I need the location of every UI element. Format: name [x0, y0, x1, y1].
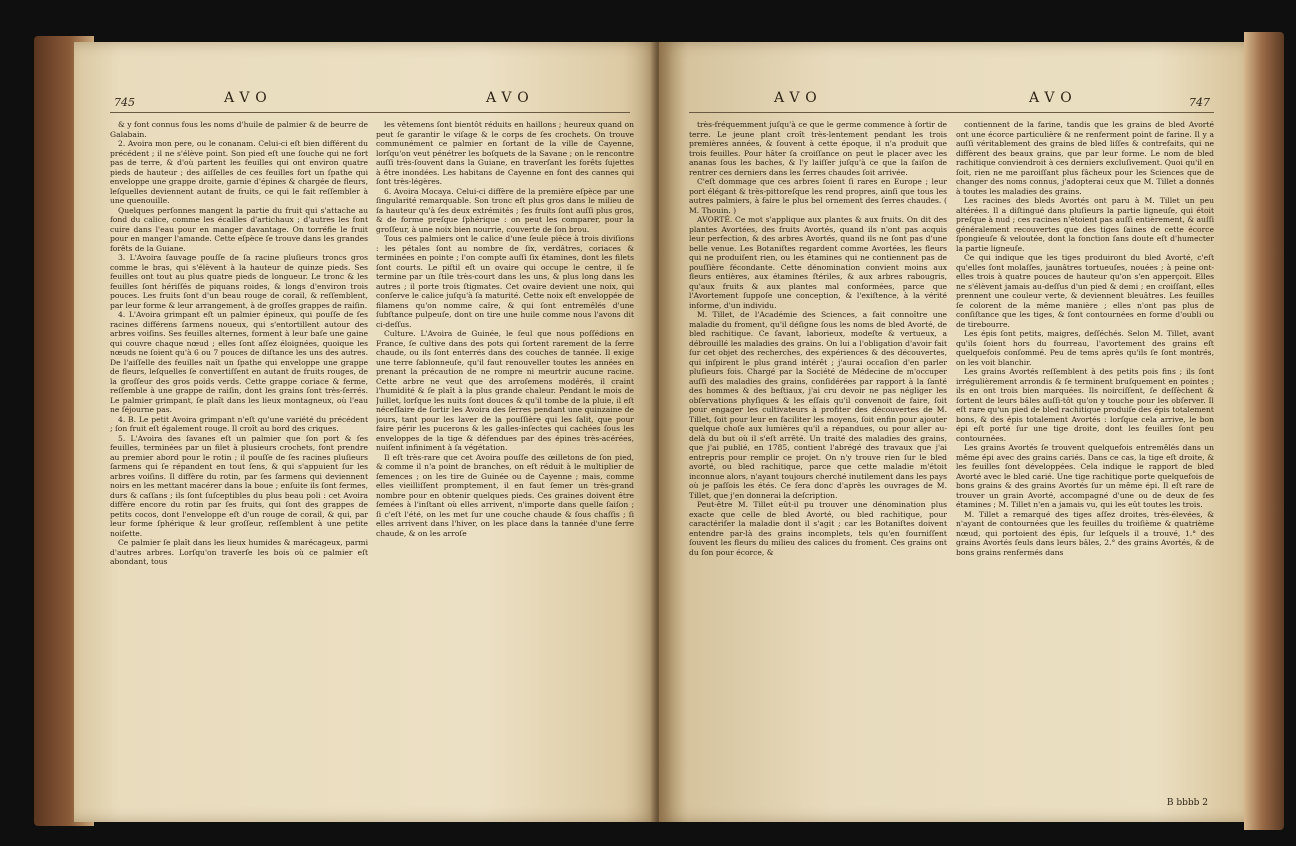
paragraph: & y font connus fous les noms d'huile de palmier & de beurre de Galabain. — [110, 120, 368, 139]
right-column-1 — [689, 120, 947, 810]
paragraph: M. Tillet a remarqué des tiges aſſez droites, très-élevées, & n'ayant de contournées que les feuilles du troiſième & quatrième nœud, qui portoient des épis, ſur leſquels il a trouvé, 1.° des grains Avortés ſeuls dans leurs bâles, 2.° des grains Avortés, & de bons grains renfermés dans — [956, 509, 1214, 557]
paragraph: M. Tillet, de l'Académie des Sciences, a fait connoître une maladie du froment, qu'il déſigne ſous les noms de bled Avorté, de bled rachitique. Ce ſavant, laborieux, modeſte & vertueux, a débrouillé les maladies des grains. On lui a l'obligation d'avoir fait ſur cet objet des recherches, des expériences & des découvertes, qui inſpirent le plus grand intérêt ; j'aurai occaſion d'en parler pluſieurs fois. Chargé par la Société de Médecine de m'occuper auſſi des maladies des grains, conſidérées par rapport à la ſanté des hommes & des beſtiaux, j'ai cru devoir ne pas négliger les obſervations phyſiques & les eſſais qu'il convenoit de faire, ſoit pour engager les cultivateurs à profiter des découvertes de M. Tillet, ſoit pour leur en faciliter les moyens, ſoit enfin pour ajouter quelque choſe aux lumières qu'il a répandues, ou pour aller au-delà du but où il s'eſt arrêté. Un traité des maladies des grains, que j'ai publié, en 1785, contient l'abrégé des travaux que j'ai entrepris pour remplir ce projet. On n'y trouve rien ſur le bled avorté, ou bled rachitique, parce que cette maladie m'étoit inconnue alors, n'ayant toujours cherché inutilement dans les pays où je paſſois les étés. Ce ſera donc d'après les ouvrages de M. Tillet, que j'en donnerai la deſcription. — [689, 310, 947, 500]
printer-signature: B bbbb 2 — [1166, 797, 1208, 808]
right-header-rule — [689, 112, 1214, 113]
paragraph: contiennent de la farine, tandis que les grains de bled Avorté ont une écorce particulière & ne renferment point de farine. Il y a auſſi véritablement des grains de bled liſſes & contrefaits, qui ne diffèrent des beaux grains, que par leur forme. Le nom de bled rachitique conviendroit à ces derniers excluſivement. Quoi qu'il en ſoit, rien ne me paroiſſant plus fâcheux pour les Sciences que de changer des noms connus, j'adopterai ceux que M. Tillet a donnés à toutes les maladies des grains. — [956, 120, 1214, 196]
paragraph: Les épis ſont petits, maigres, deſſéchés. Selon M. Tillet, avant qu'ils ſoient hors du fourreau, l'avortement des grains eſt quelquefois conſommé. Peu de tems après qu'ils ſe ſont montrés, on les voit blanchir. — [956, 329, 1214, 367]
left-header-avo-2: AVO — [486, 90, 535, 106]
left-page — [74, 42, 659, 822]
left-column-2 — [376, 120, 634, 810]
paragraph: 6. Avoira Mocaya. Celui-ci diffère de la première eſpèce par une ſingularité remarquable. Son tronc eſt plus gros dans le milieu de ſa hauteur qu'à ſes deux extrémités ; ſes fruits ſont auſſi plus gros, & de forme preſque ſphérique : on peut les comparer, pour la groſſeur, à une noix bien nourrie, couverte de ſon brou. — [376, 186, 634, 234]
paragraph: Il eſt très-rare que cet Avoira pouſſe des œilletons de ſon pied, & comme il n'a point de branches, on eſt réduit à le multiplier de ſemences ; on les tire de Guinée ou de Cayenne ; mais, comme elles vieilliſſent promptement, il en faut ſemer un très-grand nombre pour en obtenir quelques pieds. Ces graines doivent être ſemées à l'inſtant où elles arrivent, n'importe dans quelle ſaiſon ; ſi c'eſt l'été, on les met ſur une couche chaude & ſous chaſſis ; ſi elles arrivent dans l'hiver, on les place dans la tannée d'une ſerre chaude, & on les arroſe — [376, 452, 634, 538]
open-book — [22, 22, 1284, 830]
paragraph: AVORTÉ. Ce mot s'applique aux plantes & aux fruits. On dit des plantes Avortées, des fruits Avortés, quand ils n'ont pas acquis leur perfection, & des arbres Avortés, quand ils ne ſont pas d'une belle venue. Les Botaniſtes regardent comme Avortées, les fleurs qui ne produiſent rien, ou les étamines qui ne contiennent pas de pouſſière fécondante. Cette dénomination convient moins aux fleurs entières, aux étamines ſtériles, & aux arbres rabougris, qu'aux fruits & aux plantes mal conformées, parce que l'Avortement ſuppoſe une conception, & l'exiſtence, à la vérité informe, d'un individu. — [689, 215, 947, 310]
left-page-number: 745 — [114, 96, 135, 109]
paragraph: Les grains Avortés ſe trouvent quelquefois entremêlés dans un même épi avec des grains cariés. Dans ce cas, la tige eſt droite, & les feuilles ſont développées. Cela indique le rapport de bled Avorté avec le bled carié. Une tige rachitique porte quelquefois de bons grains & des grains Avortés ſur un même épi. Il eſt rare de trouver un grain Avorté, accompagné d'une ou de deux de ſes étamines ; M. Tillet n'en a jamais vu, qui les eût toutes les trois. — [956, 443, 1214, 509]
paragraph: les vêtemens ſont bientôt réduits en haillons ; heureux quand on peut ſe garantir le viſage & le corps de ſes crochets. On trouve communément ce palmier en ſortant de la ville de Cayenne, lorſqu'on veut pénétrer les boſquets de la Savane ; on le rencontre auſſi très-ſouvent dans la Guiane, en traverſant les forêts ſujettes à être inondées. Les habitans de Cayenne en font des cannes qui ſont très-légères. — [376, 120, 634, 186]
paragraph: 4. B. Le petit Avoira grimpant n'eſt qu'une variété du précédent ; ſon fruit eſt également rouge. Il croît au bord des criques. — [110, 414, 368, 433]
paragraph: Culture. L'Avoira de Guinée, le ſeul que nous poſſédions en France, ſe cultive dans des pots qui ſortent rarement de la ſerre chaude, ou ils ſont enterrés dans des couches de tannée. Il exige une terre ſablonneuſe, qu'il faut renouveller toutes les années en prenant la précaution de ne rompre ni meurtrir aucune racine. Cette arbre ne veut que des arroſemens modérés, il craint l'humidité & ſe plaît à la plus grande chaleur. Pendant le mois de Juillet, lorſque les nuits ſont douces & qu'il tombe de la pluie, il eſt néceſſaire de ſortir les Avoira des ſerres pendant une quinzaine de jours, tant pour les laver de la pouſſière qui les ſalit, que pour faire périr les pucerons & les galles-inſectes qui cachées ſous les enveloppes de la tige & défendues par des épines très-acérées, nuiſent infiniment à ſa végétation. — [376, 329, 634, 452]
right-page-number: 747 — [1189, 96, 1210, 109]
paragraph: Quelques perſonnes mangent la partie du fruit qui s'attache au fond du calice, comme les écailles d'artichaux ; d'autres les font cuire dans l'eau pour en manger davantage. On torréfie le fruit pour en manger l'amande. Cette eſpèce ſe trouve dans les grandes forêts de la Guiane. — [110, 205, 368, 253]
right-page — [659, 42, 1244, 822]
paragraph: C'eſt dommage que ces arbres ſoient ſi rares en Europe ; leur port élégant & très-pittoreſque les rend propres, ainſi que tous les autres palmiers, à faire le plus bel ornement des ſerres chaudes. ( M. Thouin. ) — [689, 177, 947, 215]
paragraph: Les grains Avortés reſſemblent à des petits pois fins ; ils ſont irrégulièrement arrondis & ſe terminent bruſquement en pointes ; ils en ont trois bien marquées. Ils noirciſſent, ſe deſſèchent & ſortent de leurs bâles auſſi-tôt qu'on y touche pour les obſerver. Il eſt rare qu'un pied de bled rachitique produiſe des épis totalement bons, & des épis totalement Avortés : lorſque cela arrive, le bon épi eſt porté ſur une tige droite, dont les feuilles ſont peu contournées. — [956, 367, 1214, 443]
right-header-avo-2: AVO — [1029, 90, 1078, 106]
left-header-rule — [110, 112, 630, 113]
paragraph: Peut-être M. Tillet eût-il pu trouver une dénomination plus exacte que celle de bled Avorté, ou bled rachitique, pour caractériſer la maladie dont il s'agit ; car les Botaniſtes doivent entendre par-là des grains incomplets, tels qu'en fourniſſent ſouvent les fleurs du milieu des calices du froment. Ces grains ont du ſon pour écorce, & — [689, 500, 947, 557]
paragraph: Ce qui indique que les tiges produiront du bled Avorté, c'eſt qu'elles ſont molaſſes, jaunâtres tortueuſes, nouées ; à peine ont-elles trois à quatre pouces de hauteur qu'on s'en apperçoit. Elles ne s'élèvent jamais au-deſſus d'un pied & demi ; en croiſſant, elles prennent une couleur verte, & deviennent bleuâtres. Les feuilles ſe colorent de la même manière ; elles n'ont pas plus de conſiſtance que les tiges, & ſont contournées en forme d'oubli ou de tirebourre. — [956, 253, 1214, 329]
right-header-avo-1: AVO — [774, 90, 823, 106]
paragraph: 3. L'Avoira ſauvage pouſſe de ſa racine pluſieurs troncs gros comme le bras, qui s'élèvent à la hauteur de quinze pieds. Ses feuilles ont tout au plus quatre pieds de longueur. Le tronc & les feuilles ſont hériſſés de piquans roides, & longs d'environ trois pouces. Les fruits ſont d'un beau rouge de corail, & reſſemblent, par leur forme & leur arrangement, à de groſſes grappes de raiſin. — [110, 253, 368, 310]
book-cover-right — [1244, 32, 1284, 830]
paragraph: 4. L'Avoira grimpant eſt un palmier épineux, qui pouſſe de ſes racines différens ſarmens noueux, qui s'entortillent autour des arbres voiſins. Ses feuilles alternes, forment à leur baſe une gaine qui couvre chaque nœud ; elles ſont aſſez éloignées, quoique les nœuds ne ſoient qu'à 6 ou 7 pouces de diſtance les uns des autres. De l'aiſſelle des feuilles naît un ſpathe qui enveloppe une grappe de fleurs, leſquelles ſe convertiſſent en autant de fruits rouges, de la groſſeur des gros poids verds. Cette grappe coriace & ferme, reſſemble à une grappe de raiſin, dont les grains ſont très-ſerrés. Le palmier grimpant, ſe plaît dans les lieux montagneux, où l'eau ne ſéjourne pas. — [110, 310, 368, 414]
paragraph: très-fréquemment juſqu'à ce que le germe commence à ſortir de terre. Le jeune plant croît très-lentement pendant les trois premières années, & ſouvent à cette époque, il n'a produit que trois feuilles. Pour hâter ſa croiſſance on peut le placer avec les ananas ſous les baches, & l'y laiſſer juſqu'à ce que la ſaiſon de rentrer ces derniers dans les ſerres chaudes ſoit arrivée. — [689, 120, 947, 177]
paragraph: Ce palmier ſe plaît dans les lieux humides & marécageux, parmi d'autres arbres. Lorſqu'on traverſe les bois où ce palmier eſt abondant, tous — [110, 538, 368, 566]
paragraph: 2. Avoira mon pere, ou le conanam. Celui-ci eſt bien différent du précédent ; il ne s'élève point. Son pied eſt une ſouche qui ne fort pas de terre, & d'où partent les feuilles qui ont environ quatre pieds de hauteur ; des aiſſelles de ces feuilles fort un ſpathe qui enveloppe une grappe droite, garnie d'épines & chargée de fleurs, leſquelles deviennent autant de fruits, ce qui le fait reſſembler à une quenouille. — [110, 139, 368, 205]
paragraph: Les racines des bleds Avortés ont paru à M. Tillet un peu altérées. Il a diſtingué dans pluſieurs la partie ligneuſe, qui étoit preſque à nud ; ces racines n'étoient pas auſſi entièrement, & auſſi généralement recouvertes que des tiges ſaines de cette écorce ſpongieuſe & veloutée, dont la fonction ſans doute eſt d'humecter la partie ligneuſe. — [956, 196, 1214, 253]
right-column-2 — [956, 120, 1214, 810]
left-header-avo-1: AVO — [224, 90, 273, 106]
paragraph: Tous ces palmiers ont le calice d'une ſeule pièce à trois diviſions : les pétales ſont au nombre de ſix, verdâtres, coriaces & terminées en pointe ; l'on compte auſſi ſix étamines, dont les filets ſont courts. Le piſtil eſt un ovaire qui occupe le centre, il ſe termine par un ſtile très-court dans les uns, & plus long dans les autres ; il porte trois ſtigmates. Cet ovaire devient une noix, qui conſerve le calice juſqu'à ſa maturité. Cette noix eſt enveloppée de filamens qu'on nomme caïre, & qui ſont entremêlés d'une ſubſtance pulpeuſe, dont on tire une huile comme nous l'avons dit ci-deſſus. — [376, 234, 634, 329]
left-column-1 — [110, 120, 368, 810]
paragraph: 5. L'Avoira des ſavanes eſt un palmier que ſon port & ſes feuilles, terminées par un filet à plusieurs crochets, font prendre au premier abord pour le rotin ; il pouſſe de ſes racines pluſieurs ſarmens qui ſe répandent en tout ſens, & qui s'appuient ſur les arbres voiſins. Il diffère du rotin, par ſes ſarmens qui deviennent noirs en les mettant macérer dans la boue ; enſuite ils ſont fermes, durs & caſſans ; ils ſont ſuſceptibles du plus beau poli : cet Avoira diffère encore du rotin par ſes fruits, qui ſont des grappes de petits cocos, dont l'enveloppe eſt d'un rouge de corail, & qui, par leur forme ſphérique & leur groſſeur, reſſemblent à une petite noiſette. — [110, 433, 368, 538]
